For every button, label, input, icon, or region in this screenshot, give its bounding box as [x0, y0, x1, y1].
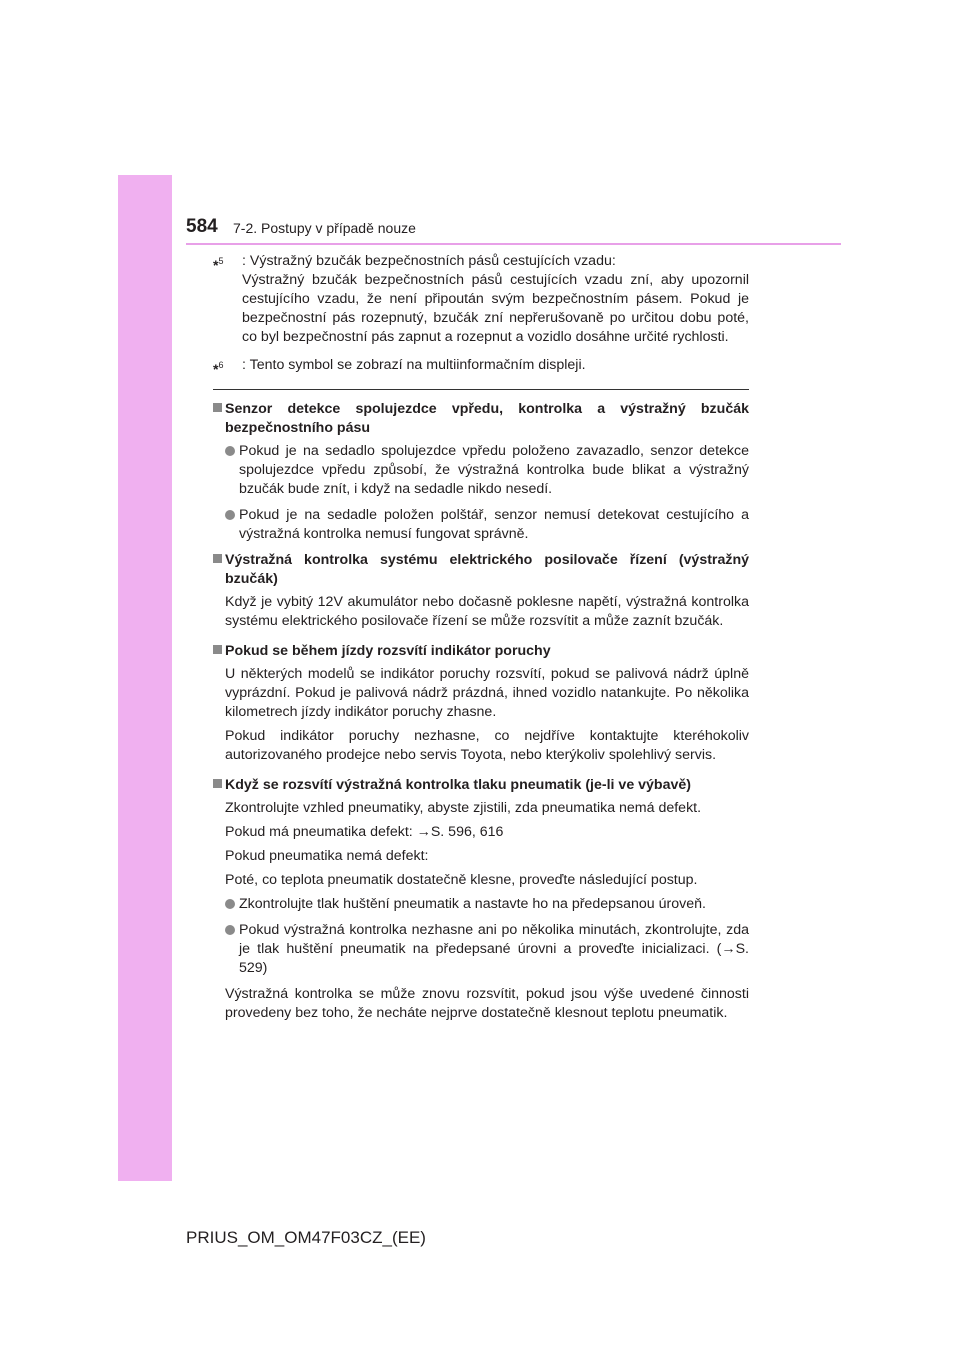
- square-bullet-icon: [213, 554, 222, 563]
- header-rule: [186, 243, 841, 245]
- round-bullet-icon: [225, 446, 235, 456]
- square-bullet-icon: [213, 403, 222, 412]
- paragraph: U některých modelů se indikátor poruchy rozsvítí, pokud se palivová nádrž úplně vyprázdní. Pokud je palivová nádrž prázdná, ihned vozidlo natankujte. Po několika kilometrech jízdy indikátor poruchy zhasne.: [225, 666, 749, 720]
- topic-tire-pressure: [213, 776, 749, 1023]
- section-divider: [213, 389, 749, 390]
- footnote-title: : Výstražný bzučák bezpečnostních pásů cestujících vzadu:: [242, 253, 616, 269]
- list-item: Zkontrolujte tlak huštění pneumatik a nastavte ho na předepsanou úroveň.: [225, 895, 749, 914]
- footnote-6: [213, 356, 749, 378]
- footnote-body: Výstražný bzučák bezpečnostních pásů cestujících vzadu zní, aby upozornil cestujícího vzadu, že není připoután svým bezpečnostním pásem. Pokud je bezpečnostní pás rozepnutý, bzučák zní nepřerušovaně po určitou dobu poté, co byl bezpečnostní pás zapnut a rozepnut a vozidlo dosáhne určité rychlosti.: [242, 272, 749, 345]
- topic-passenger-sensor: [213, 400, 749, 544]
- document-code: PRIUS_OM_OM47F03CZ_(EE): [186, 1228, 426, 1247]
- paragraph: Zkontrolujte vzhled pneumatiky, abyste zjistili, zda pneumatika nemá defekt.: [225, 800, 702, 816]
- square-bullet-icon: [213, 779, 222, 788]
- paragraph: Pokud indikátor poruchy nezhasne, co nejdříve kontaktujte kteréhokoliv autorizovaného prodejce nebo servis Toyota, nebo kterýkoliv spolehlivý servis.: [225, 728, 749, 763]
- page-number: 584: [186, 216, 218, 237]
- list-item: Pokud je na sedadlo spolujezdce vpředu položeno zavazadlo, senzor detekce spolujezdce vpředu způsobí, že výstražná kontrolka bude blikat a výstražný bzučák bude znít, i když na sedadle nikdo nesedí.: [225, 442, 749, 499]
- topic-title: Senzor detekce spolujezdce vpředu, kontrolka a výstražný bzučák bezpečnostního pásu: [225, 401, 749, 436]
- topic-malfunction-indicator: [213, 642, 749, 765]
- footnote-marker: *$^6$: [213, 360, 224, 378]
- paragraph: Poté, co teplota pneumatik dostatečně klesne, proveďte následující postup.: [225, 872, 698, 888]
- topic-title: Výstražná kontrolka systému elektrického posilovače řízení (výstražný bzučák): [225, 552, 749, 587]
- paragraph: Pokud pneumatika nemá defekt:: [225, 848, 429, 864]
- square-bullet-icon: [213, 645, 222, 654]
- footnote-title: : Tento symbol se zobrazí na multiinformačním displeji.: [242, 357, 586, 373]
- list-item: Pokud je na sedadle položen polštář, senzor nemusí detekovat cestujícího a výstražná kontrolka nemusí fungovat správně.: [225, 506, 749, 544]
- topic-title: Pokud se během jízdy rozsvítí indikátor poruchy: [225, 643, 551, 659]
- side-tab-band: [118, 175, 172, 1181]
- topic-title: Když se rozsvítí výstražná kontrolka tlaku pneumatik (je-li ve výbavě): [225, 777, 691, 793]
- footnote-5: [213, 252, 749, 347]
- paragraph: Pokud má pneumatika defekt: →S. 596, 616: [225, 824, 504, 840]
- round-bullet-icon: [225, 925, 235, 935]
- round-bullet-icon: [225, 510, 235, 520]
- paragraph: Když je vybitý 12V akumulátor nebo dočasně poklesne napětí, výstražná kontrolka systému elektrického posilovače řízení se může rozsvítit a může zaznít bzučák.: [225, 594, 749, 629]
- paragraph: Výstražná kontrolka se může znovu rozsvítit, pokud jsou výše uvedené činnosti provedeny bez toho, že necháte nejprve dostatečně klesnout teplotu pneumatik.: [225, 986, 749, 1021]
- section-title: 7-2. Postupy v případě nouze: [233, 220, 416, 236]
- round-bullet-icon: [225, 899, 235, 909]
- list-item: Pokud výstražná kontrolka nezhasne ani po několika minutách, zkontrolujte, zda je tlak huštění pneumatik na předepsané úrovni a proveďte inicializaci. (→S. 529): [225, 921, 749, 978]
- main-content: [213, 252, 749, 1028]
- topic-power-steering: [213, 551, 749, 631]
- footnote-marker: *$^5$: [213, 256, 224, 274]
- page-header: [186, 216, 846, 246]
